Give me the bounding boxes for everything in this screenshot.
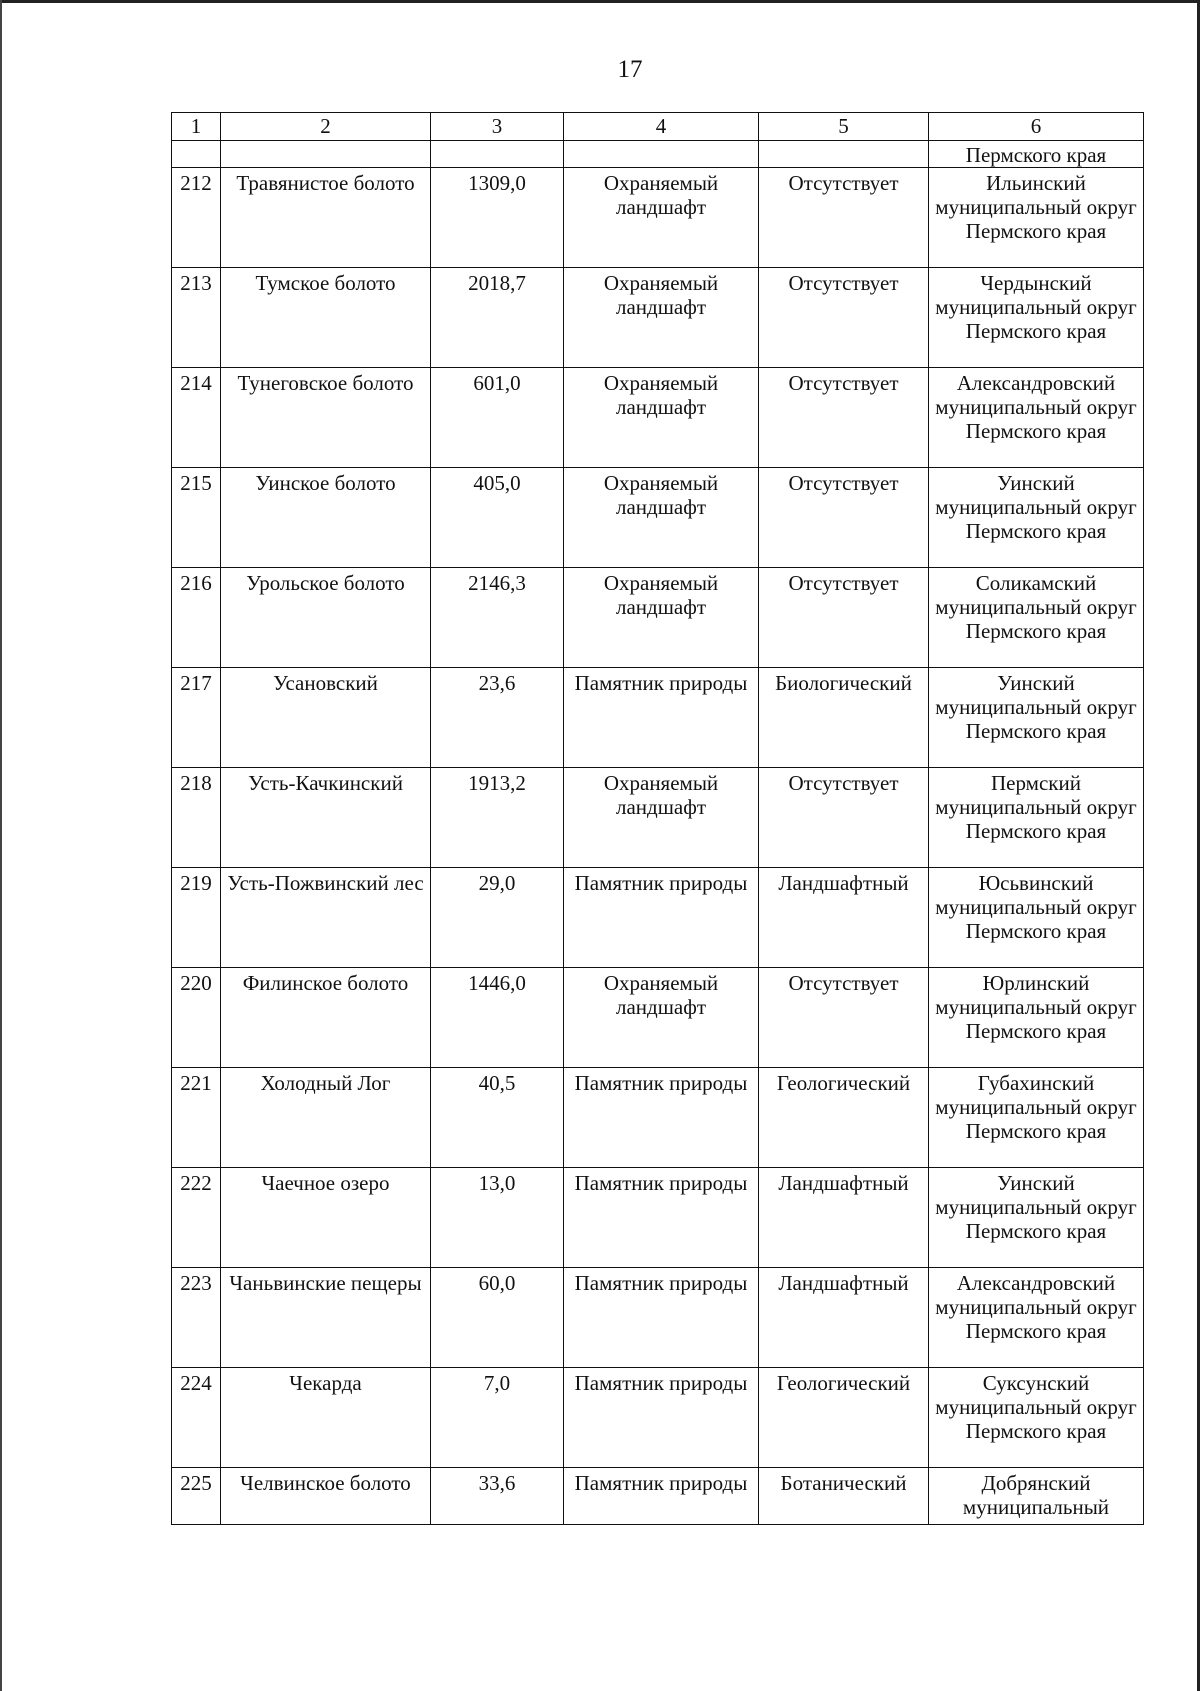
table-row bbox=[172, 1468, 1144, 1525]
name-cell: Тунеговское болото bbox=[221, 368, 431, 468]
area-cell: 13,0 bbox=[431, 1168, 564, 1268]
row-number-cell: 216 bbox=[172, 568, 221, 668]
scan-edge-left bbox=[0, 0, 2, 1691]
location-cell: Суксунский муниципальный округ Пермского края bbox=[929, 1368, 1144, 1468]
continuation-cell bbox=[431, 141, 564, 168]
profile-cell: Отсутствует bbox=[759, 768, 929, 868]
location-cell: Добрянский муниципальный bbox=[929, 1468, 1144, 1525]
location-cell: Юсьвинский муниципальный округ Пермского края bbox=[929, 868, 1144, 968]
profile-cell: Отсутствует bbox=[759, 568, 929, 668]
category-cell: Памятник природы bbox=[564, 1468, 759, 1525]
profile-cell: Отсутствует bbox=[759, 968, 929, 1068]
name-cell: Филинское болото bbox=[221, 968, 431, 1068]
continuation-cell: Пермского края bbox=[929, 141, 1144, 168]
area-cell: 601,0 bbox=[431, 368, 564, 468]
profile-cell: Отсутствует bbox=[759, 468, 929, 568]
profile-cell: Ландшафтный bbox=[759, 1168, 929, 1268]
name-cell: Чаньвинские пещеры bbox=[221, 1268, 431, 1368]
name-cell: Чаечное озеро bbox=[221, 1168, 431, 1268]
profile-cell: Отсутствует bbox=[759, 368, 929, 468]
profile-cell: Отсутствует bbox=[759, 268, 929, 368]
location-cell: Ильинский муниципальный округ Пермского края bbox=[929, 168, 1144, 268]
category-cell: Памятник природы bbox=[564, 868, 759, 968]
profile-cell: Ландшафтный bbox=[759, 868, 929, 968]
table-row bbox=[172, 268, 1144, 368]
area-cell: 60,0 bbox=[431, 1268, 564, 1368]
row-number-cell: 225 bbox=[172, 1468, 221, 1525]
profile-cell: Ландшафтный bbox=[759, 1268, 929, 1368]
category-cell: Охраняемый ландшафт bbox=[564, 268, 759, 368]
continuation-row bbox=[172, 141, 1144, 168]
table-row bbox=[172, 968, 1144, 1068]
name-cell: Уинское болото bbox=[221, 468, 431, 568]
column-number-cell: 6 bbox=[929, 113, 1144, 141]
category-cell: Памятник природы bbox=[564, 1168, 759, 1268]
area-cell: 2146,3 bbox=[431, 568, 564, 668]
name-cell: Усть-Пожвинский лес bbox=[221, 868, 431, 968]
name-cell: Травянистое болото bbox=[221, 168, 431, 268]
profile-cell: Геологический bbox=[759, 1068, 929, 1168]
area-cell: 7,0 bbox=[431, 1368, 564, 1468]
row-number-cell: 221 bbox=[172, 1068, 221, 1168]
location-cell: Юрлинский муниципальный округ Пермского края bbox=[929, 968, 1144, 1068]
table-row bbox=[172, 368, 1144, 468]
area-cell: 23,6 bbox=[431, 668, 564, 768]
name-cell: Усановский bbox=[221, 668, 431, 768]
area-cell: 40,5 bbox=[431, 1068, 564, 1168]
column-number-cell: 5 bbox=[759, 113, 929, 141]
row-number-cell: 215 bbox=[172, 468, 221, 568]
category-cell: Охраняемый ландшафт bbox=[564, 968, 759, 1068]
area-cell: 33,6 bbox=[431, 1468, 564, 1525]
table-row bbox=[172, 1268, 1144, 1368]
table-row bbox=[172, 168, 1144, 268]
category-cell: Памятник природы bbox=[564, 1368, 759, 1468]
location-cell: Пермский муниципальный округ Пермского края bbox=[929, 768, 1144, 868]
table-row bbox=[172, 568, 1144, 668]
table-row bbox=[172, 768, 1144, 868]
table-row bbox=[172, 868, 1144, 968]
row-number-cell: 217 bbox=[172, 668, 221, 768]
continuation-cell bbox=[759, 141, 929, 168]
profile-cell: Геологический bbox=[759, 1368, 929, 1468]
location-cell: Чердынский муниципальный округ Пермского края bbox=[929, 268, 1144, 368]
area-cell: 1309,0 bbox=[431, 168, 564, 268]
row-number-cell: 223 bbox=[172, 1268, 221, 1368]
category-cell: Охраняемый ландшафт bbox=[564, 568, 759, 668]
category-cell: Памятник природы bbox=[564, 1268, 759, 1368]
category-cell: Памятник природы bbox=[564, 668, 759, 768]
table-row bbox=[172, 1068, 1144, 1168]
scan-edge-top bbox=[0, 0, 1200, 3]
name-cell: Челвинское болото bbox=[221, 1468, 431, 1525]
row-number-cell: 219 bbox=[172, 868, 221, 968]
continuation-cell bbox=[564, 141, 759, 168]
name-cell: Чекарда bbox=[221, 1368, 431, 1468]
column-number-cell: 2 bbox=[221, 113, 431, 141]
name-cell: Тумское болото bbox=[221, 268, 431, 368]
column-number-cell: 1 bbox=[172, 113, 221, 141]
table-row bbox=[172, 668, 1144, 768]
row-number-cell: 224 bbox=[172, 1368, 221, 1468]
category-cell: Охраняемый ландшафт bbox=[564, 368, 759, 468]
continuation-cell bbox=[221, 141, 431, 168]
location-cell: Губахинский муниципальный округ Пермского края bbox=[929, 1068, 1144, 1168]
area-cell: 405,0 bbox=[431, 468, 564, 568]
table-row bbox=[172, 468, 1144, 568]
row-number-cell: 218 bbox=[172, 768, 221, 868]
category-cell: Охраняемый ландшафт bbox=[564, 468, 759, 568]
profile-cell: Ботанический bbox=[759, 1468, 929, 1525]
page-number: 17 bbox=[617, 56, 643, 83]
name-cell: Урольское болото bbox=[221, 568, 431, 668]
column-number-cell: 3 bbox=[431, 113, 564, 141]
profile-cell: Отсутствует bbox=[759, 168, 929, 268]
location-cell: Уинский муниципальный округ Пермского края bbox=[929, 1168, 1144, 1268]
row-number-cell: 222 bbox=[172, 1168, 221, 1268]
protected-areas-table bbox=[171, 112, 1144, 1525]
row-number-cell: 214 bbox=[172, 368, 221, 468]
location-cell: Соликамский муниципальный округ Пермского края bbox=[929, 568, 1144, 668]
area-cell: 29,0 bbox=[431, 868, 564, 968]
category-cell: Охраняемый ландшафт bbox=[564, 768, 759, 868]
area-cell: 1446,0 bbox=[431, 968, 564, 1068]
table-row bbox=[172, 1368, 1144, 1468]
profile-cell: Биологический bbox=[759, 668, 929, 768]
location-cell: Уинский муниципальный округ Пермского края bbox=[929, 468, 1144, 568]
name-cell: Холодный Лог bbox=[221, 1068, 431, 1168]
location-cell: Уинский муниципальный округ Пермского края bbox=[929, 668, 1144, 768]
name-cell: Усть-Качкинский bbox=[221, 768, 431, 868]
row-number-cell: 220 bbox=[172, 968, 221, 1068]
row-number-cell: 213 bbox=[172, 268, 221, 368]
category-cell: Охраняемый ландшафт bbox=[564, 168, 759, 268]
column-number-row bbox=[172, 113, 1144, 141]
column-number-cell: 4 bbox=[564, 113, 759, 141]
location-cell: Александровский муниципальный округ Пермского края bbox=[929, 1268, 1144, 1368]
category-cell: Памятник природы bbox=[564, 1068, 759, 1168]
continuation-cell bbox=[172, 141, 221, 168]
row-number-cell: 212 bbox=[172, 168, 221, 268]
area-cell: 1913,2 bbox=[431, 768, 564, 868]
table-row bbox=[172, 1168, 1144, 1268]
location-cell: Александровский муниципальный округ Пермского края bbox=[929, 368, 1144, 468]
area-cell: 2018,7 bbox=[431, 268, 564, 368]
